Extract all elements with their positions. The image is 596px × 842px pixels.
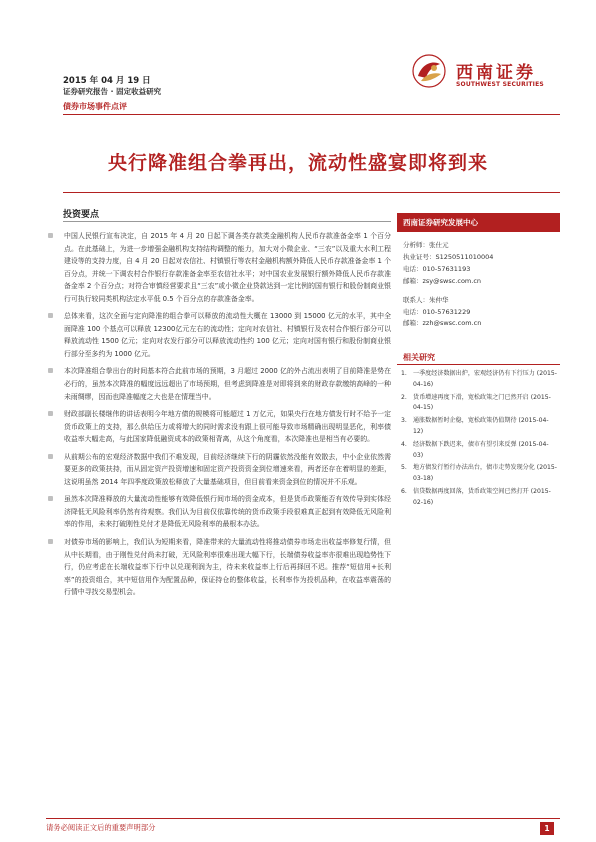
related-research-item[interactable] xyxy=(401,416,557,438)
research-center-box xyxy=(397,213,560,232)
key-point-text: 本次降准组合拳出台的时间基本符合此前市场的预期，3 月超过 2000 亿的外占流出表明了目前降准是势在必行的，虽然本次降准的幅度远远超出了市场预期，但考虑到降准是对即将到来的财政存款缴纳高峰的一种未雨绸缪，因而也降准幅度之大也是在情理当中。 xyxy=(64,367,391,401)
research-center-title: 西南证券研究发展中心 xyxy=(403,218,478,227)
contact-line: 电话：010-57631229 xyxy=(403,307,471,316)
report-date: 2015 年 04 月 19 日 xyxy=(63,76,151,86)
bullet-icon xyxy=(48,539,53,544)
footer-divider xyxy=(46,818,560,819)
key-point-paragraph xyxy=(46,493,391,531)
key-point-paragraph xyxy=(46,408,391,446)
key-point-text: 对债券市场的影响上，我们认为短期来看，降准带来的大量流动性将推动债券市场走出收益率修复行情，但从中长期看，由于刚性兑付尚未打破，无风险利率很难出现大幅下行，长端债券收益率亦很难出现趋势性下行，仍应考虑在长端收益率下行中以兑现利润为主，待未来收益率上行后再择回不迟。推荐“短信用+长利率”的投资组合，其中短信用作为配置品种，保证持仓的整体收益，长利率作为投机品种，在收益率震荡的行情中寻找交易型机会。 xyxy=(64,538,391,597)
related-research-item[interactable] xyxy=(401,369,557,391)
analyst-line: 电话：010-57631193 xyxy=(403,264,471,273)
related-item-number: 3. xyxy=(401,417,407,425)
bullet-icon xyxy=(48,233,53,238)
key-point-text: 财政部副长楼继伟的讲话表明今年地方债的规模将可能超过 1 万亿元，如果央行在地方债发行时不给予一定货币政策上的支持，那么供给压力或将增大的同时需求没有跟上很可能导致市场精确出现明显恶化，利率债收益率大幅走高，与此国家降低融资成本的政策相背离，从这个角度看，本次降准也是相当有必要的。 xyxy=(64,410,391,444)
related-item-text: 货币增速再度下滑，宽松政策之门已然开启 (2015-04-15) xyxy=(413,393,551,412)
related-item-text: 经济数据下跌迟来，债市有望引来反弹 (2015-04-03) xyxy=(413,440,549,459)
key-point-text: 从前期公布的宏观经济数据中我们不难发现，目前经济继续下行的阴霾依然没能有效散去，中小企业依然需要更多的政策扶持，而从固定资产投资增速和固定资产投资资金到位增速来看，两者还存在着明显的差距，这说明虽然 2014 年四季度政策放松释放了大量基础项目，但目前看来资金到位的情况并不乐观。 xyxy=(64,452,391,486)
related-item-number: 5. xyxy=(401,464,407,472)
related-item-text: 通胀数据暂时企稳，宽松政策仍值期待 (2015-04-12) xyxy=(413,417,549,435)
analyst-line: 执业证号：S1250511010004 xyxy=(403,252,494,261)
related-research-item[interactable] xyxy=(401,463,557,485)
key-point-text: 中国人民银行宣布决定，自 2015 年 4 月 20 日起下调各类存款类金融机构人民币存款准备金率 1 个百分点。在此基础上，为进一步增强金融机构支持结构调整的能力，加大对小微企业、“三农”以及重大水利工程建设等的支持力度，自 4 月 20 日起对农信社、村镇银行等农村金融机构额外降低人民币存款准备金率 1 个百分点，并统一下调农村合作银行存款准备金率至农信社水平；对中国农业发展银行额外降低人民币存款准备金率 2 个百分点；对符合审慎经营要求且“三农”或小微企业贷款达到一定比例的国有银行和股份制商业银行可执行较同类机构法定水平低 0.5 个百分点的存款准备金率。 xyxy=(64,232,391,303)
related-item-number: 2. xyxy=(401,393,407,401)
bullet-icon xyxy=(48,496,53,501)
analyst-email-link[interactable]: 邮箱：zsy@swsc.com.cn xyxy=(403,276,482,285)
key-point-paragraph xyxy=(46,230,391,305)
related-research-title: 相关研究 xyxy=(403,353,435,362)
related-item-number: 4. xyxy=(401,440,407,448)
bullet-icon xyxy=(48,454,53,459)
related-research-item[interactable] xyxy=(401,440,557,462)
key-points-heading: 投资要点 xyxy=(63,210,100,220)
key-point-paragraph xyxy=(46,451,391,489)
related-research-divider xyxy=(397,364,560,365)
logo-name-en: SOUTHWEST SECURITIES xyxy=(456,81,544,88)
related-item-number: 6. xyxy=(401,487,407,495)
key-points-body xyxy=(46,230,391,604)
report-title: 央行降准组合拳再出，流动性盛宴即将到来 xyxy=(107,152,488,174)
bullet-icon xyxy=(48,411,53,416)
key-point-paragraph xyxy=(46,536,391,599)
related-research-heading xyxy=(397,350,560,364)
key-point-paragraph xyxy=(46,365,391,403)
analyst-info xyxy=(403,240,558,330)
report-series: 债券市场事件点评 xyxy=(63,102,127,111)
page-number: 1 xyxy=(540,822,554,835)
bullet-icon xyxy=(48,313,53,318)
logo-name-cn: 西南证券 xyxy=(456,63,536,83)
report-type: 证券研究报告 · 固定收益研究 xyxy=(63,87,162,96)
header-divider xyxy=(63,114,560,115)
related-item-number: 1. xyxy=(401,370,407,377)
contact-line: 联系人：朱仲华 xyxy=(403,295,449,304)
logo-emblem-icon xyxy=(412,54,446,88)
bullet-icon xyxy=(48,368,53,373)
key-point-paragraph xyxy=(46,310,391,360)
related-item-text: 地方债发行暂行办法出台，债市走势发现分化 (2015-03-18) xyxy=(413,464,557,483)
footer-disclaimer: 请务必阅读正文后的重要声明部分 xyxy=(46,823,156,832)
related-research-item[interactable] xyxy=(401,393,557,415)
related-item-text: 一季度经济数据出炉，宏观经济仍有下行压力 (2015-04-16) xyxy=(413,370,557,388)
related-item-text: 信贷数据再度回落，货币政策空间已然打开 (2015-02-16) xyxy=(413,487,551,506)
key-point-text: 虽然本次降准释放的大量流动性能够有效降低银行间市场的资金成本，但是货币政策能否有效传导到实体经济降低无风险利率仍然有待观察。我们认为目前仅依靠传统的货币政策手段很难真正起到有效降低无风险利率的作用，未来打破刚性兑付才是降低无风险利率的最根本办法。 xyxy=(64,495,391,529)
key-point-text: 总体来看，这次全面与定向降准的组合拳可以释放的流动性大概在 13000 到 15000 亿元的水平，其中全面降准 100 个基点可以释放 12300亿元左右的流动性；定向对农信社、村镇银行及农村合作银行部分可以释放流动性 1500 亿元；定向对农发行部分可以释放流动性约 100 亿元；定向对国有银行和股份制商业银行部分至多约为 1000 亿元。 xyxy=(64,312,391,358)
title-divider xyxy=(63,192,560,193)
company-logo xyxy=(410,48,560,94)
related-research-item[interactable] xyxy=(401,487,557,509)
key-points-divider xyxy=(63,221,391,222)
analyst-line: 分析师：张仕元 xyxy=(403,241,449,249)
contact-email-link[interactable]: 邮箱：zzh@swsc.com.cn xyxy=(403,319,482,328)
related-research-list xyxy=(401,369,557,511)
